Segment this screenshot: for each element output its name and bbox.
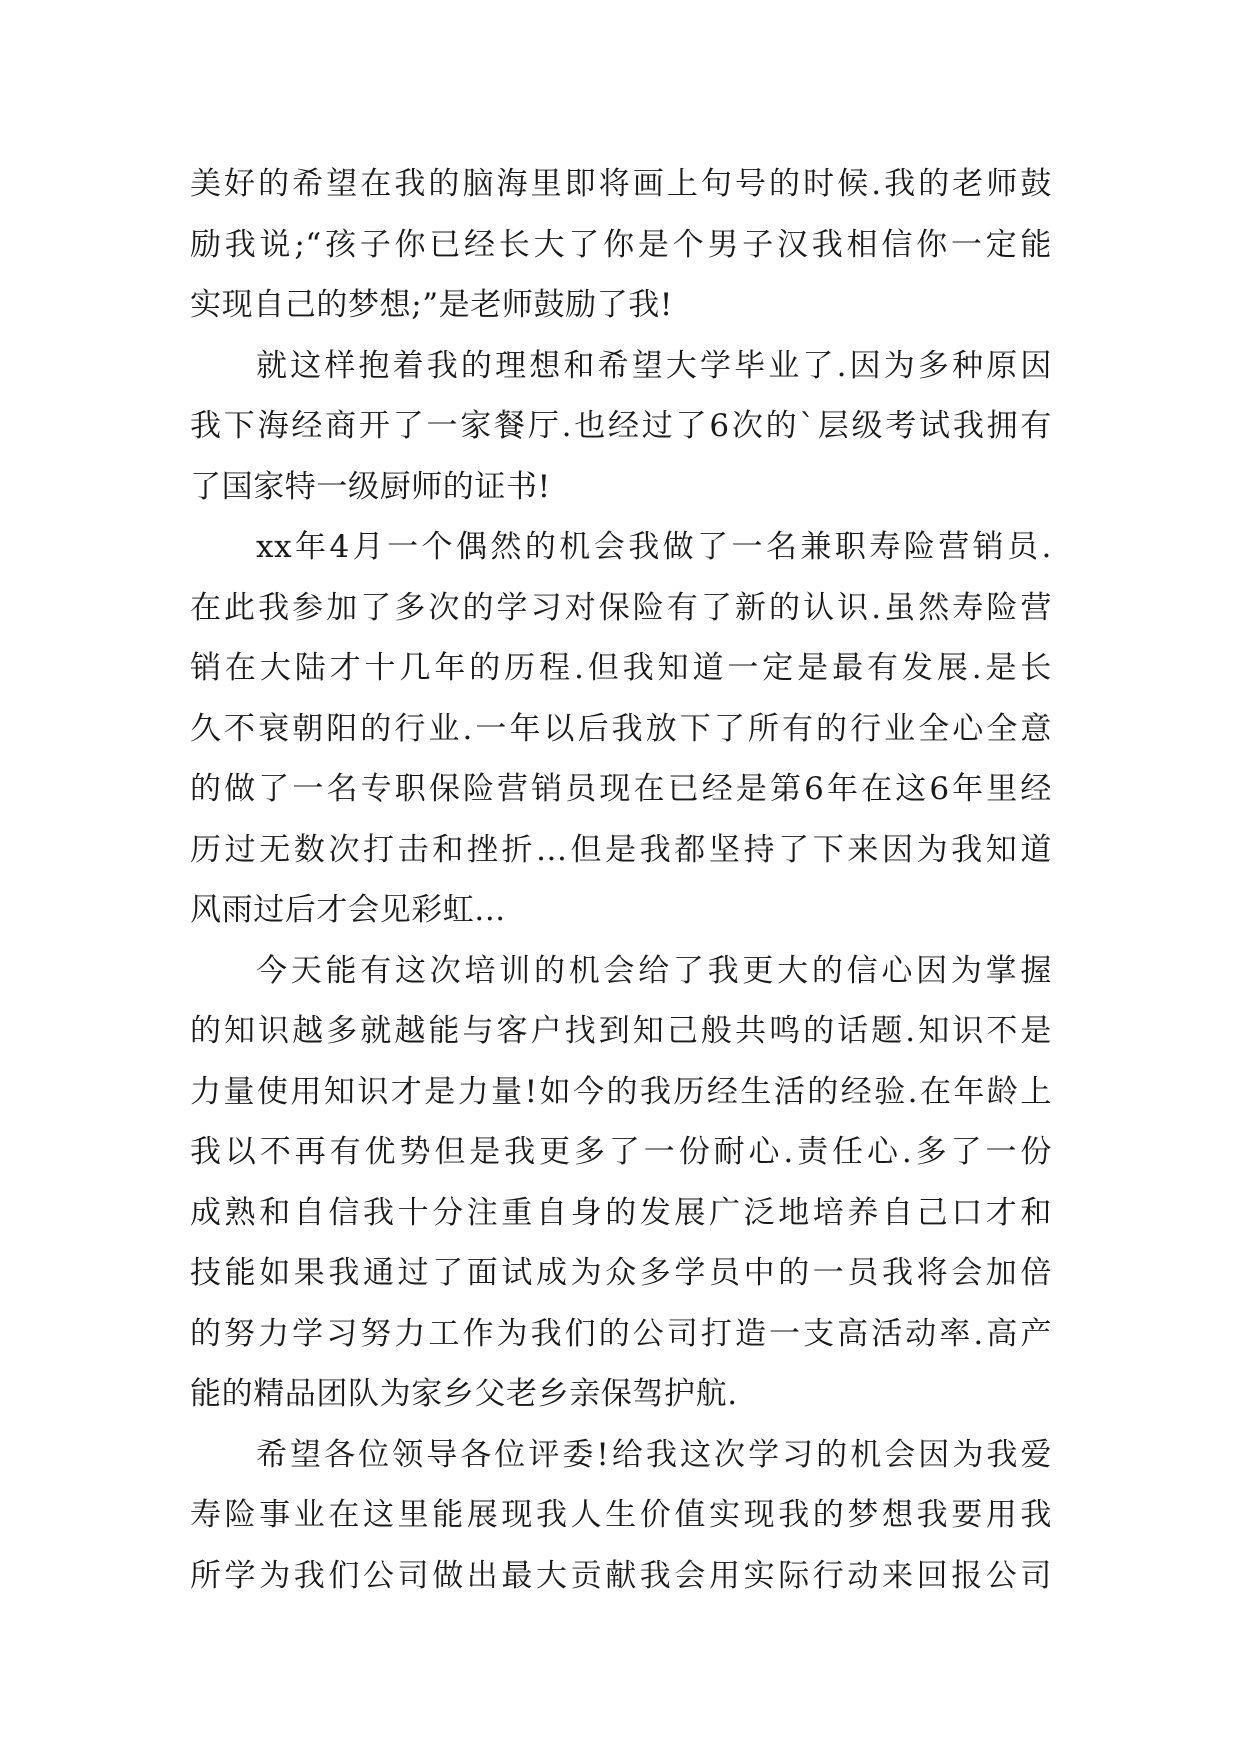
- paragraph-5-line-1: 希望各位领导各位评委!给我这次学习的机会因为我爱: [256, 1436, 1052, 1473]
- paragraph-3-line-6: 历过无数次打击和挫折...但是我都坚持了下来因为我知道: [190, 831, 1052, 868]
- paragraph-3-line-7: 风雨过后才会见彩虹...: [190, 892, 506, 928]
- paragraph-3-line-5: 的做了一名专职保险营销员现在已经是第6年在这6年里经: [190, 771, 1052, 807]
- paragraph-4-line-6: 技能如果我通过了面试成为众多学员中的一员我将会加倍: [190, 1255, 1052, 1291]
- paragraph-2-line-3: 了国家特一级厨师的证书!: [190, 468, 551, 505]
- paragraph-1-line-3: 实现自己的梦想;”是老师鼓励了我!: [190, 287, 673, 323]
- paragraph-4-line-5: 成熟和自信我十分注重自身的发展广泛地培养自己口才和: [190, 1194, 1052, 1231]
- document-body: [190, 154, 1052, 1606]
- paragraph-4-line-2: 的知识越多就越能与客户找到知己般共鸣的话题.知识不是: [190, 1013, 1052, 1049]
- paragraph-4-line-8: 能的精品团队为家乡父老乡亲保驾护航.: [190, 1376, 738, 1412]
- paragraph-4-line-3: 力量使用知识才是力量!如今的我历经生活的经验.在年龄上: [190, 1073, 1052, 1110]
- paragraph-3-line-1: xx年4月一个偶然的机会我做了一名兼职寿险营销员.: [256, 529, 1052, 565]
- paragraph-1-line-2: 励我说;“孩子你已经长大了你是个男子汉我相信你一定能: [190, 226, 1052, 263]
- paragraph-4-line-4: 我以不再有优势但是我更多了一份耐心.责任心.多了一份: [190, 1134, 1052, 1170]
- paragraph-3-line-2: 在此我参加了多次的学习对保险有了新的认识.虽然寿险营: [190, 589, 1052, 626]
- paragraph-3-line-3: 销在大陆才十几年的历程.但我知道一定是最有发展.是长: [190, 650, 1052, 686]
- paragraph-1-line-1: 美好的希望在我的脑海里即将画上句号的时候.我的老师鼓: [190, 166, 1052, 202]
- paragraph-5-line-2: 寿险事业在这里能展现我人生价值实现我的梦想我要用我: [190, 1497, 1052, 1533]
- paragraph-4-line-1: 今天能有这次培训的机会给了我更大的信心因为掌握: [256, 952, 1052, 989]
- paragraph-4-line-7: 的努力学习努力工作为我们的公司打造一支高活动率.高产: [190, 1315, 1052, 1352]
- paragraph-5-line-3: 所学为我们公司做出最大贡献我会用实际行动来回报公司: [190, 1557, 1052, 1594]
- paragraph-3-line-4: 久不衰朝阳的行业.一年以后我放下了所有的行业全心全意: [190, 710, 1052, 747]
- paragraph-2-line-2: 我下海经商开了一家餐厅.也经过了6次的`层级考试我拥有: [190, 408, 1052, 444]
- paragraph-2-line-1: 就这样抱着我的理想和希望大学毕业了.因为多种原因: [256, 347, 1052, 384]
